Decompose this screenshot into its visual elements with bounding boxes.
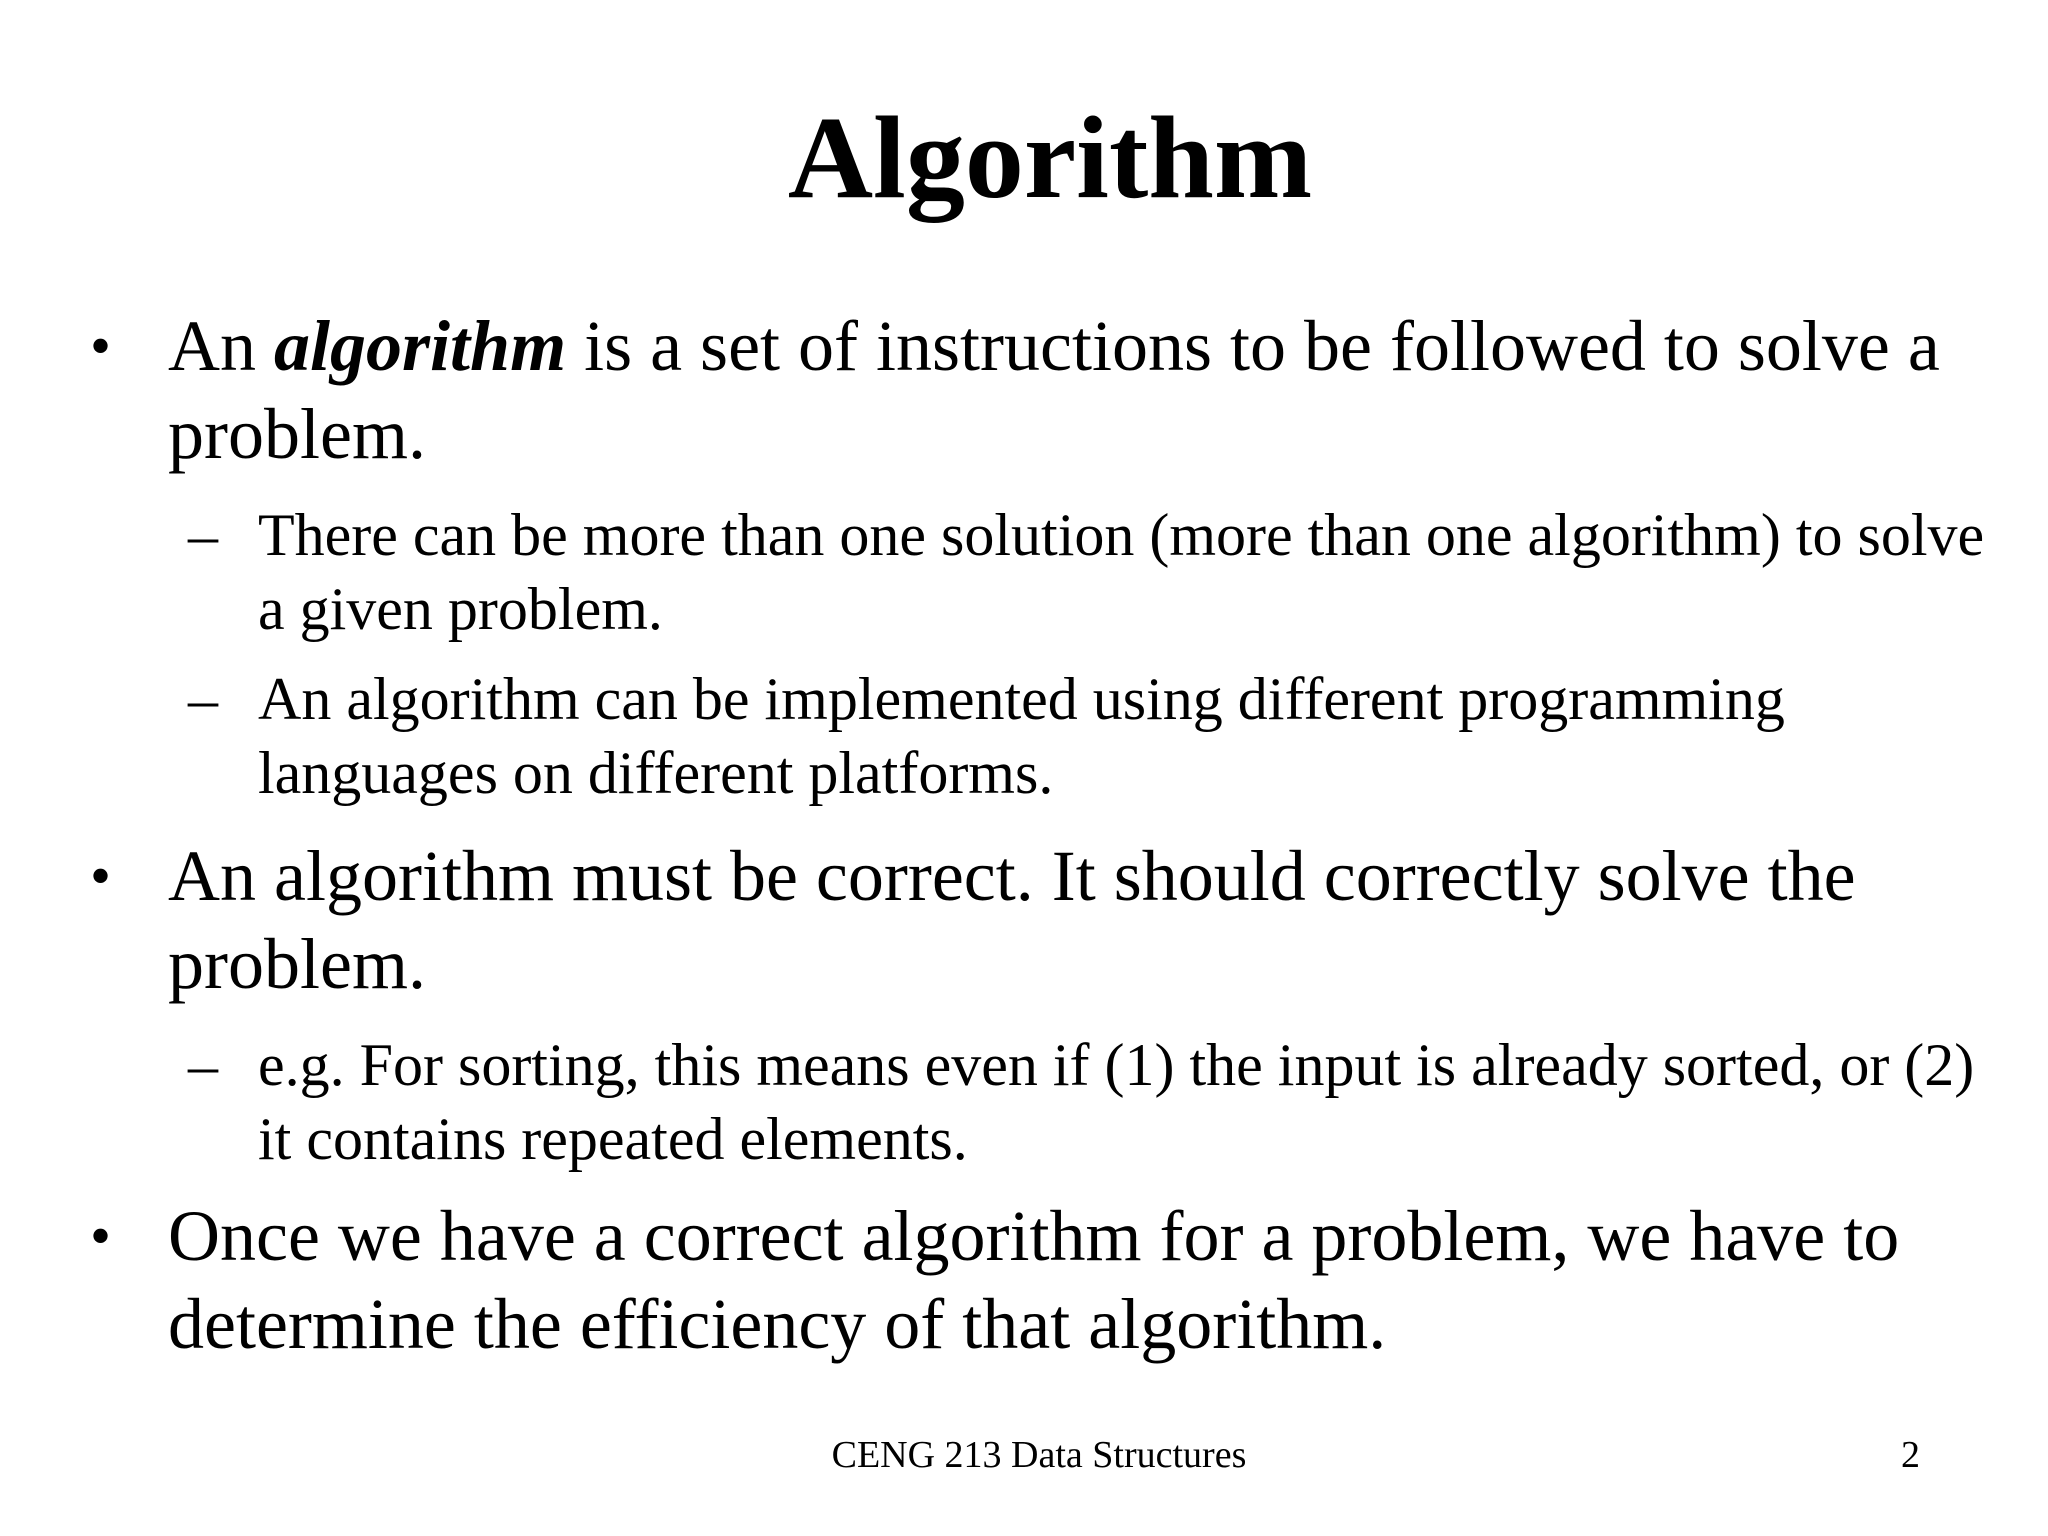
footer-course-name: CENG 213 Data Structures — [831, 1434, 1247, 1476]
bullet-item — [90, 1192, 1990, 1368]
sub-bullet-item — [188, 1028, 1990, 1176]
sub-bullet-marker: – — [188, 502, 218, 568]
keyword-algorithm: algorithm — [274, 306, 567, 386]
bullet-text-pre: An — [168, 306, 274, 386]
sub-bullet-marker: – — [188, 666, 218, 732]
sub-bullet-text: An algorithm can be implemented using different programming languages on different platforms. — [258, 666, 1785, 806]
sub-bullet-text: e.g. For sorting, this means even if (1) the input is already sorted, or (2) it contains repeated elements. — [258, 1032, 1975, 1172]
sub-bullet-item — [188, 662, 1990, 810]
bullet-item — [90, 832, 1990, 1008]
footer-page-number: 2 — [1901, 1434, 1920, 1476]
bullet-marker: • — [90, 1203, 112, 1269]
bullet-text — [168, 302, 1990, 478]
slide-title: Algorithm — [787, 92, 1313, 223]
bullet-marker: • — [90, 843, 112, 909]
bullet-efficiency — [90, 1192, 1990, 1368]
bullet-item — [90, 302, 1990, 478]
sub-bullet-text: There can be more than one solution (more than one algorithm) to solve a given problem. — [258, 502, 1985, 642]
bullet-marker: • — [90, 313, 112, 379]
sub-bullet-item — [188, 498, 1990, 646]
bullet-text: An algorithm must be correct. It should correctly solve the problem. — [168, 836, 1856, 1004]
bullet-text: Once we have a correct algorithm for a problem, we have to determine the efficiency of that algorithm. — [168, 1196, 1900, 1364]
sub-bullet-marker: – — [188, 1032, 218, 1098]
bullet-definition — [90, 302, 1990, 810]
bullet-correctness — [90, 832, 1990, 1176]
bullet-text-post: is a set of instructions to be followed to solve a problem. — [168, 306, 1940, 474]
